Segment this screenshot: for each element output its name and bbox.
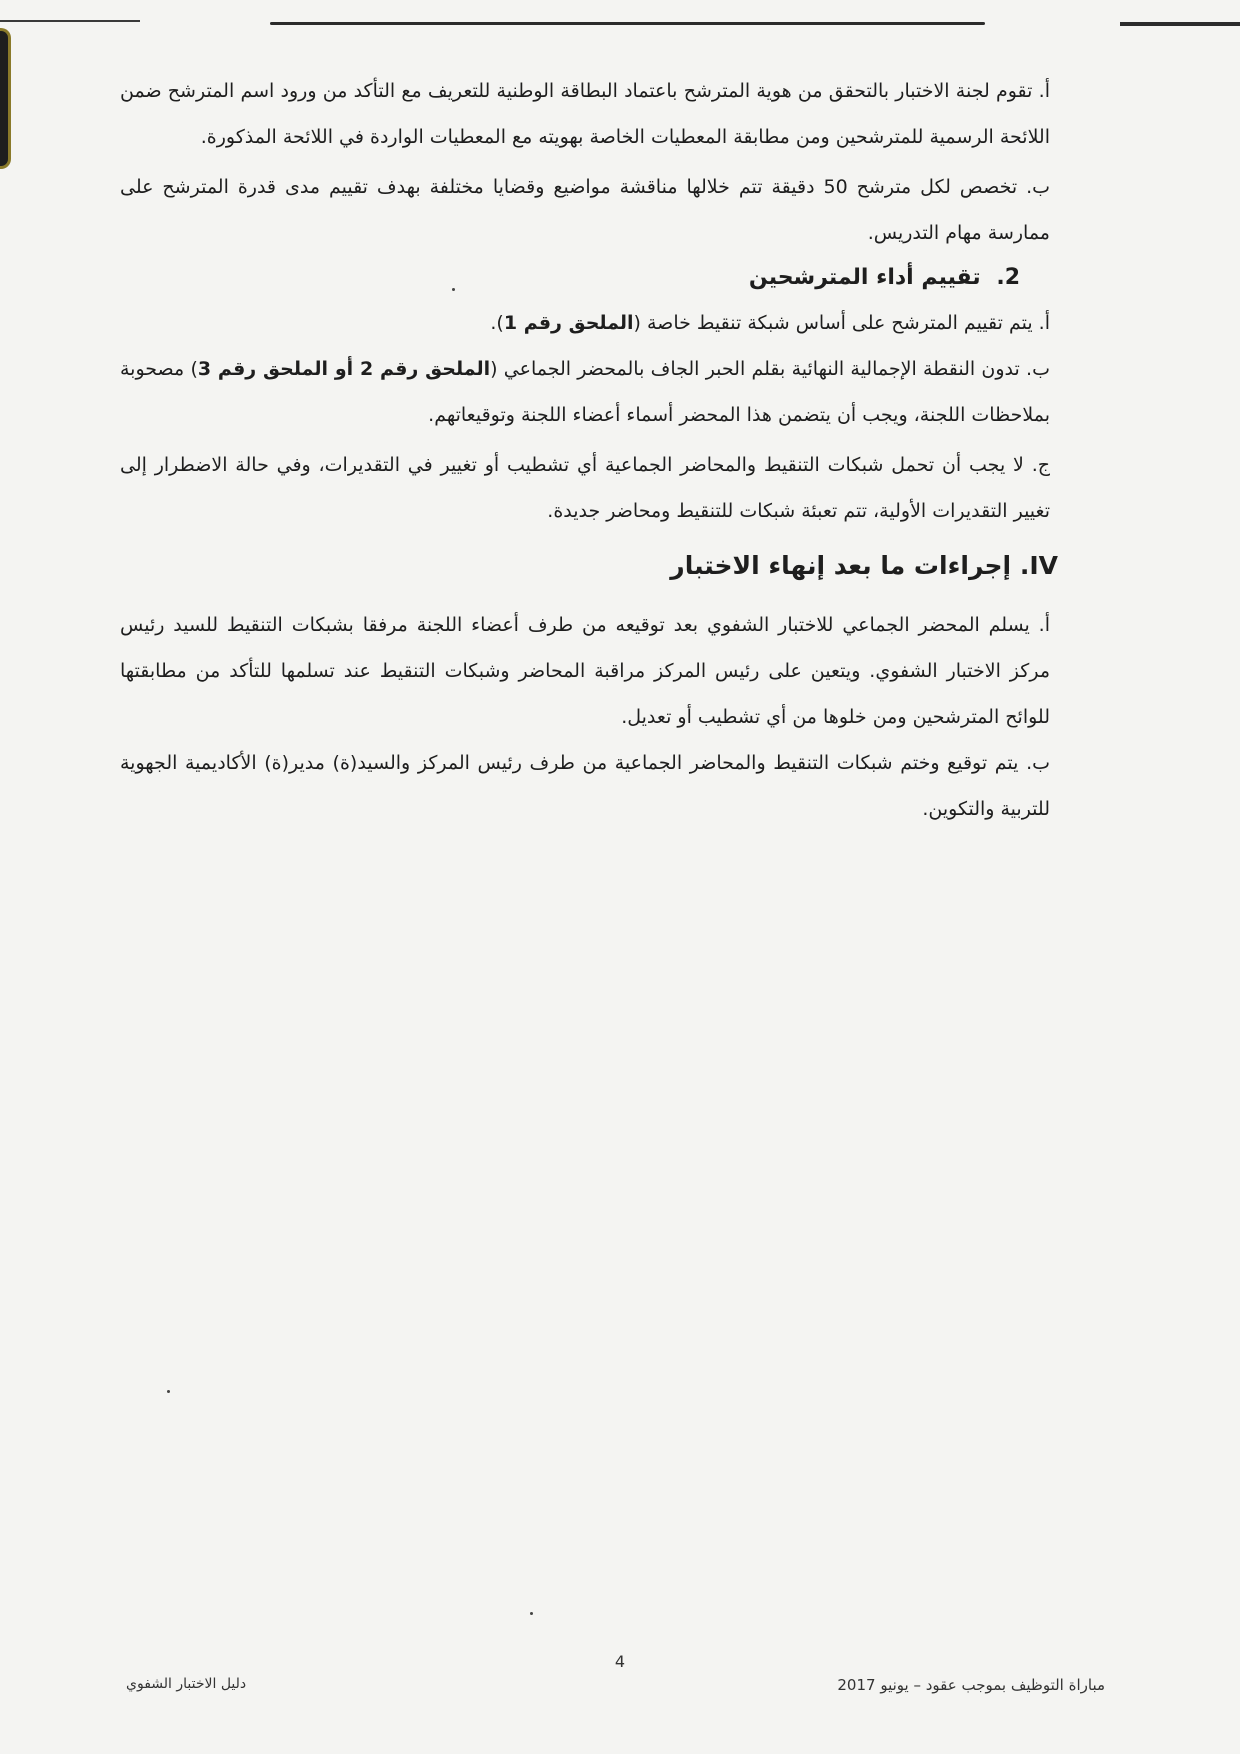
paragraph-2a-end: ). — [490, 312, 504, 334]
paragraph-2b-end: ) مصحوبة بملاحظات اللجنة، ويجب أن يتضمن هذا المحضر أسماء أعضاء اللجنة وتوقيعاتهم. — [120, 358, 1050, 426]
binder-clip-shadow — [0, 28, 11, 169]
paragraph-2b-text: ب. تدون النقطة الإجمالية النهائية بقلم الحبر الجاف بالمحضر الجماعي ( — [490, 358, 1050, 380]
scan-artifact-line — [1120, 22, 1240, 26]
page-number: 4 — [614, 1652, 626, 1671]
scan-speck — [530, 1612, 533, 1615]
scan-artifact-line — [270, 22, 985, 25]
scan-artifact-line — [0, 20, 140, 22]
section-2-heading — [120, 256, 1050, 300]
annex-1-ref: الملحق رقم 1 — [503, 312, 634, 334]
section-iv-heading — [120, 540, 1058, 592]
paragraph-iv-b-signature: ب. يتم توقيع وختم شبكات التنقيط والمحاضر الجماعية من طرف رئيس المركز والسيد(ة) مدير(ة) الأكاديمية الجهوية للتربية والتكوين. — [120, 752, 1050, 820]
paragraph-b-duration: ب. تخصص لكل مترشح 50 دقيقة تتم خلالها مناقشة مواضيع وقضايا مختلفة بهدف تقييم مدى قدرة المترشح على ممارسة مهام التدريس. — [120, 176, 1051, 244]
paragraph-2a-grading-grid — [120, 300, 1050, 346]
paragraph-a-identity-check: أ. تقوم لجنة الاختبار بالتحقق من هوية المترشح باعتماد البطاقة الوطنية للتعريف مع التأكد من ورود اسم المترشح ضمن اللائحة الرسمية للمترشحين ومن مطابقة المعطيات الخاصة بهويته مع المعطيات الواردة في اللائحة المذكورة. — [120, 80, 1050, 148]
paragraph-2a-text: أ. يتم تقييم المترشح على أساس شبكة تنقيط خاصة ( — [633, 312, 1050, 334]
annex-2-3-ref: الملحق رقم 2 أو الملحق رقم 3 — [197, 358, 491, 380]
footer-guide-title: دليل الاختبار الشفوي — [126, 1676, 247, 1692]
section-iv-title: إجراءات ما بعد إنهاء الاختبار — [670, 551, 1012, 580]
section-iv-number: IV. — [1019, 551, 1058, 580]
scan-speck — [167, 1390, 170, 1393]
section-2-title: تقييم أداء المترشحين — [748, 265, 981, 290]
scan-speck — [452, 288, 455, 291]
page-body — [120, 68, 1058, 832]
paragraph-iv-a-handover: أ. يسلم المحضر الجماعي للاختبار الشفوي بعد توقيعه من طرف أعضاء اللجنة مرفقا بشبكات التنقيط للسيد رئيس مركز الاختبار الشفوي. ويتعين على رئيس المركز مراقبة المحاضر وشبكات التنقيط عند تسلمها للتأكد من مطابقتها للوائح المترشحين ومن خلوها من أي تشطيب أو تعديل. — [120, 614, 1050, 728]
paragraph-2c-no-erasures: ج. لا يجب أن تحمل شبكات التنقيط والمحاضر الجماعية أي تشطيب أو تغيير في التقديرات، وفي حالة الاضطرار إلى تغيير التقديرات الأولية، تتم تعبئة شبكات للتنقيط ومحاضر جديدة. — [120, 454, 1050, 522]
footer-exam-title: مباراة التوظيف بموجب عقود – يونيو 2017 — [837, 1676, 1105, 1694]
section-2-number: 2. — [996, 265, 1020, 290]
paragraph-2b-final-score — [120, 346, 1050, 438]
